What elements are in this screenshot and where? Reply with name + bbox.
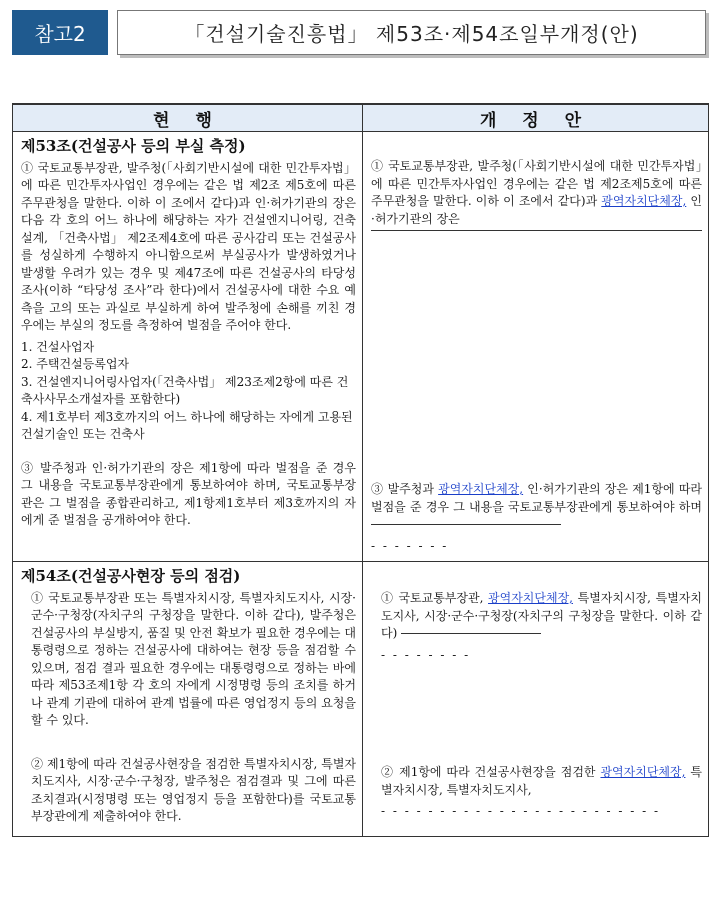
proposed-53-p1-text-b: 인·허가기관의 장은 xyxy=(371,194,702,226)
omission-dashes: - - - - - - - xyxy=(371,538,449,553)
current-article-54-cell xyxy=(13,562,363,837)
list-item: 1. 건설사업자 xyxy=(21,339,95,354)
omission-rule xyxy=(371,524,561,525)
amendment-comparison-table xyxy=(12,103,709,837)
document-title xyxy=(117,10,706,55)
article-53-paragraph-1: ① 국토교통부장관, 발주청(「사회기반시설에 대한 민간투자법」에 따른 민간투자사업인 경우에는 같은 법 제2조 제5호에 따른 주무관청을 말한다. 이하 이 조에서 같다)과 인·허가기관의 장은 다음 각 호의 어느 하나에 해당하는 자가 건설엔지니어링, 건축설계, 「건축사법」 제2조제4호에 따른 공사감리 또는 건설공사를 성실하게 수행하지 아니함으로써 부실공사가 발생하였거나 발생할 우려가 있는 경우 및 제47조에 따른 건설공사의 타당성 조사(이하 “타당성 조사”라 한다)에서 건설공사에 대한 수요 예측을 고의 또는 과실로 부실하게 하여 발주청에 손해를 끼친 경우에는 부실의 정도를 측정하여 벌점을 주어야 한다. xyxy=(21,160,356,332)
proposed-53-paragraph-1 xyxy=(371,158,702,231)
proposed-53-p3-text-a: ③ 발주청과 xyxy=(371,482,439,496)
proposed-54-p1-highlight: 광역자치단체장, xyxy=(488,591,573,605)
omission-rule xyxy=(401,633,541,634)
omission-dashes: - - - - - - - - xyxy=(381,647,471,662)
proposed-54-paragraph-2 xyxy=(371,764,702,799)
proposed-article-53-cell xyxy=(363,132,709,562)
article-54-title: 제54조(건설공사현장 등의 점검) xyxy=(21,567,241,585)
proposed-53-p1-highlight: 광역자치단체장, xyxy=(601,194,687,208)
list-item: 4. 제1호부터 제3호까지의 어느 하나에 해당하는 자에게 고용된 건설기술인 또는 건축사 xyxy=(21,409,353,441)
proposed-54-paragraph-1 xyxy=(371,590,702,643)
list-item: 3. 건설엔지니어링사업자(「건축사법」 제23조제2항에 따른 건축사사무소개설자를 포함한다) xyxy=(21,374,349,406)
column-header-proposed: 개 정 안 xyxy=(363,104,709,132)
article-54-paragraph-2: ② 제1항에 따라 건설공사현장을 점검한 특별자치시장, 특별자치도지사, 시장·군수·구청장, 발주청은 점검결과 및 그에 따른 조치결과(시정명령 또는 영업정지 등을 포함한다)를 국토교통부장관에게 제출하여야 한다. xyxy=(31,756,356,823)
proposed-53-paragraph-3 xyxy=(371,481,702,534)
proposed-54-p2-text-a: ② 제1항에 따라 건설공사현장을 점검한 xyxy=(381,765,601,779)
article-54-paragraph-1: ① 국토교통부장관 또는 특별자치시장, 특별자치도지사, 시장·군수·구청장(자치구의 구청장을 말한다. 이하 같다), 발주청은 건설공사의 부실방지, 품질 및 안전 확보가 필요한 경우에는 대통령령으로 정하는 건설공사에 대하여는 현장 등을 점검할 수 있으며, 점검 결과 필요한 경우에는 대통령령으로 정하는 바에 따라 제53조제1항 각 호의 자에게 시정명령 등의 조치를 하거나 관계 기관에 대하여 관계 법률에 따른 영업정지 등의 요청을 할 수 있다. xyxy=(31,590,356,727)
current-article-53-cell xyxy=(13,132,363,562)
article-53-paragraph-3: ③ 발주청과 인·허가기관의 장은 제1항에 따라 벌점을 준 경우 그 내용을 국토교통부장관에게 통보하여야 하며, 국토교통부장관은 그 벌점을 종합관리하고, 제1항제1호부터 제3호까지의 자에게 준 벌점을 공개하여야 한다. xyxy=(21,460,356,527)
list-item: 2. 주택건설등록업자 xyxy=(21,357,130,371)
article-53-item-list xyxy=(21,339,356,444)
proposed-54-p1-text-b: 특별자치시장, 특별자치도지사, 시장·군수·구청장(자치구의 구청장을 말한다. 이하 같다) xyxy=(381,591,702,640)
article-53-title: 제53조(건설공사 등의 부실 측정) xyxy=(21,137,246,155)
document-title-text: 「건설기술진흥법」 제53조·제54조일부개정(안) xyxy=(184,22,639,46)
omission-dashes: - - - - - - - - - - - - - - - - - - - - - - - - xyxy=(381,804,661,818)
column-header-current: 현 행 xyxy=(13,104,363,132)
proposed-54-p2-highlight: 광역자치단체장, xyxy=(600,765,686,779)
proposed-article-54-cell xyxy=(363,562,709,837)
proposed-54-p1-text-a: ① 국토교통부장관, xyxy=(381,591,489,605)
proposed-53-p1-text-a: ① 국토교통부장관, 발주청(「사회기반시설에 대한 민간투자법」에 따른 민간투자사업인 경우에는 같은 법 제2조제5호에 따른 주무관청을 말한다. 이하 이 조에서 같다)과 xyxy=(371,159,702,208)
proposed-53-p3-text-b: 인·허가기관의 장은 제1항에 따라 벌점을 준 경우 그 내용을 국토교통부장관에게 통보하여야 하며 xyxy=(371,482,702,514)
reference-badge: 참고2 xyxy=(12,10,108,55)
proposed-53-p3-highlight: 광역자치단체장, xyxy=(438,482,524,496)
proposed-54-p2-text-b: 특별자치시장, 특별자치도지사, xyxy=(381,765,702,797)
